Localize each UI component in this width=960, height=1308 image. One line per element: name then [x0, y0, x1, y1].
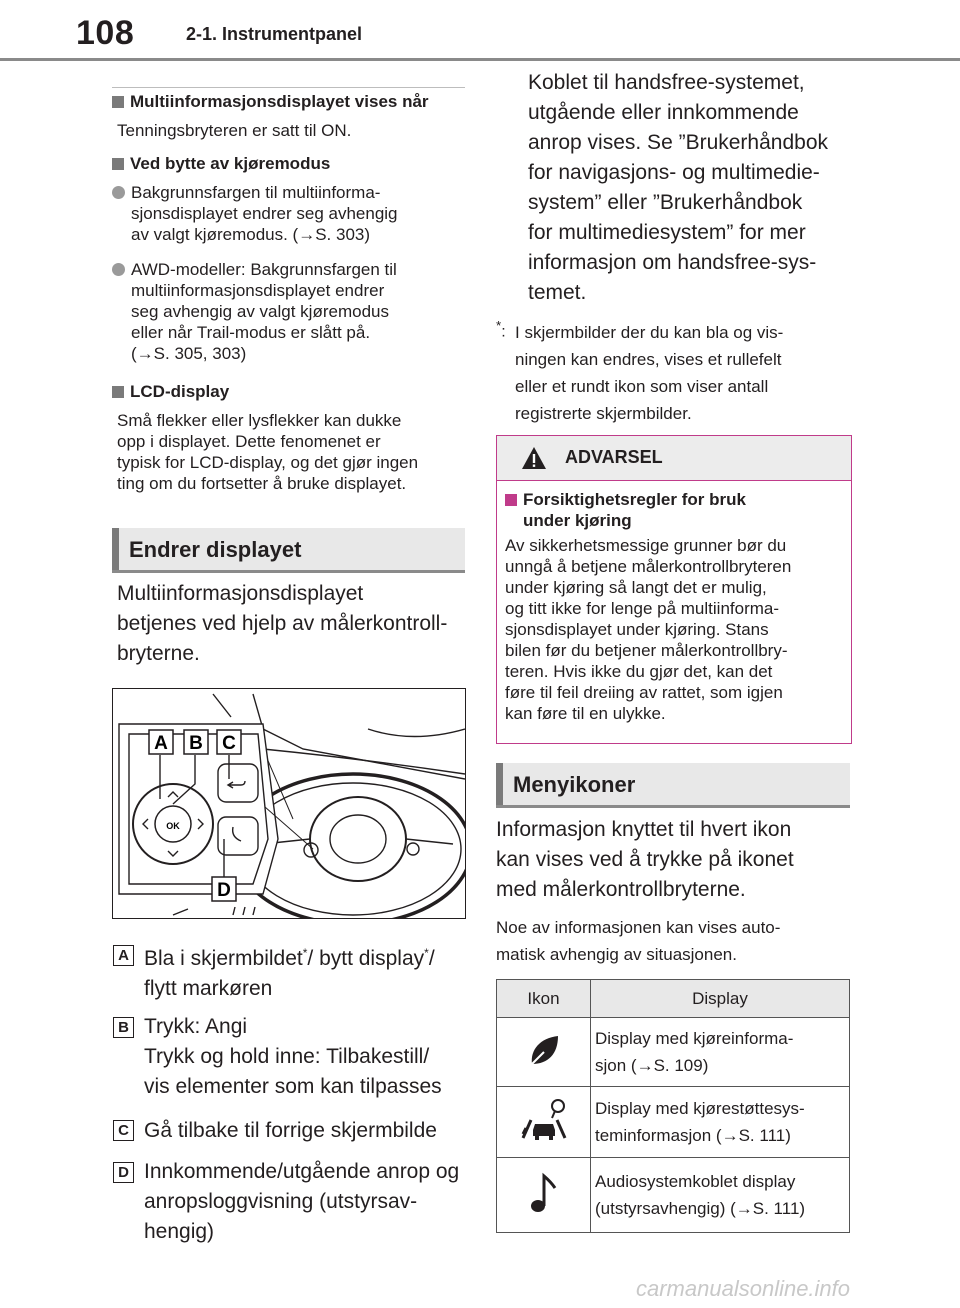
item-d-text: Innkommende/utgående anrop og anropsloggvisning (utstyrsav- hengig) — [144, 1160, 460, 1243]
meny-text: Informasjon knyttet til hvert ikon kan vises ved å trykke på ikonet med målerkontrollbryterne. — [496, 818, 794, 901]
multi-heading: Multiinformasjonsdisplayet vises når — [112, 92, 429, 112]
bullet-text-1: Bakgrunnsfargen til multiinforma- sjonsdisplayet endrer seg avhengig av valgt kjøremodus. (→S. 303) — [131, 183, 398, 244]
meny-heading: Menyikoner — [496, 763, 850, 808]
round-bullet-icon — [112, 186, 125, 199]
warning-triangle-icon — [521, 446, 547, 470]
music-note-icon — [529, 1172, 559, 1214]
table-header-display: Display — [591, 980, 850, 1018]
continued-text: Koblet til handsfree-systemet, utgående eller innkommende anrop vises. Se ”Brukerhåndbok for navigasjons- og multimedie- system” eller ”Brukerhåndbok for multimediesystem” for mer informasjon om handsfree-sys- temet. — [528, 71, 828, 304]
watermark: carmanualsonline.info — [636, 1276, 851, 1301]
table-cell-text: Display med kjørestøttesys- teminformasjon (→S. 111) — [591, 1087, 850, 1158]
figure-label-c: C — [222, 733, 236, 754]
mode-heading: Ved bytte av kjøremodus — [112, 154, 330, 174]
square-bullet-icon — [112, 96, 124, 108]
item-letter-b: B — [113, 1017, 134, 1038]
table-header-row — [497, 980, 850, 1018]
menu-icon-table — [496, 979, 850, 1233]
warning-text: Av sikkerhetsmessige grunner bør du unngå å betjene målerkontrollbryteren under kjøring så langt det er mulig, og titt ikke for lenge på multiinforma- sjonsdisplayet under kjøring. Stans bilen før du betjener målerkontrollbry- teren. Hvis ikke du gjør det, kan det føre til feil dreiing av rattet, som igjen kan føre til en ulykke. — [505, 536, 792, 723]
steering-wheel-illustration — [113, 689, 465, 918]
steering-wheel-figure — [112, 688, 466, 919]
section-title: 2-1. Instrumentpanel — [186, 24, 363, 44]
table-header-ikon: Ikon — [497, 980, 591, 1018]
table-row — [497, 1087, 850, 1158]
driving-assist-icon — [519, 1098, 569, 1142]
table-row — [497, 1018, 850, 1087]
lcd-heading: LCD-display — [112, 382, 229, 402]
warning-box — [496, 435, 852, 744]
endrer-heading: Endrer displayet — [112, 528, 465, 573]
square-bullet-icon — [505, 494, 517, 506]
warning-subheading: Forsiktighetsregler for bruk under kjøring — [505, 489, 746, 531]
table-row — [497, 1158, 850, 1233]
header-divider — [0, 58, 960, 61]
eco-leaf-icon — [526, 1032, 562, 1068]
figure-label-a: A — [154, 733, 168, 754]
footnote-text: I skjermbilder der du kan bla og vis- ningen kan endres, vises et rullefelt eller et rundt ikon som viser antall registrerte skjermbilder. — [515, 323, 784, 423]
table-cell-icon — [497, 1158, 591, 1233]
lcd-text: Små flekker eller lysflekker kan dukke opp i displayet. Dette fenomenet er typisk for LCD-display, og det gjør ingen ting om du fortsetter å bruke displayet. — [117, 411, 419, 493]
footnote-mark: *: — [496, 318, 506, 341]
square-bullet-icon — [112, 386, 124, 398]
page-number: 108 — [76, 14, 135, 52]
warning-header — [497, 436, 851, 481]
table-cell-text: Audiosystemkoblet display (utstyrsavhengig) (→S. 111) — [591, 1158, 850, 1233]
item-letter-a: A — [113, 945, 134, 966]
ok-label: OK — [166, 821, 180, 831]
table-cell-icon — [497, 1087, 591, 1158]
warning-title: ADVARSEL — [565, 447, 663, 467]
round-bullet-icon — [112, 263, 125, 276]
multi-text: Tenningsbryteren er satt til ON. — [117, 121, 352, 140]
item-a-text: Bla i skjermbildet*/ bytt display*/ flytt markøren — [144, 946, 435, 1000]
table-cell-icon — [497, 1018, 591, 1087]
figure-label-d: D — [217, 880, 231, 901]
figure-label-b: B — [189, 733, 203, 754]
item-b-text: Trykk: Angi Trykk og hold inne: Tilbakestill/ vis elementer som kan tilpasses — [144, 1015, 442, 1098]
bullet-text-2: AWD-modeller: Bakgrunnsfargen til multiinformasjonsdisplayet endrer seg avhengig av valgt kjøremodus eller når Trail-modus er slått på. (→S. 305, 303) — [131, 260, 397, 363]
item-letter-c: C — [113, 1120, 134, 1141]
item-c-text: Gå tilbake til forrige skjermbilde — [144, 1119, 437, 1142]
endrer-text: Multiinformasjonsdisplayet betjenes ved hjelp av målerkontroll- bryterne. — [117, 582, 448, 665]
table-cell-text: Display med kjøreinforma- sjon (→S. 109) — [591, 1018, 850, 1087]
auto-text: Noe av informasjonen kan vises auto- matisk avhengig av situasjonen. — [496, 918, 781, 964]
square-bullet-icon — [112, 158, 124, 170]
item-letter-d: D — [113, 1162, 134, 1183]
divider — [112, 87, 465, 88]
